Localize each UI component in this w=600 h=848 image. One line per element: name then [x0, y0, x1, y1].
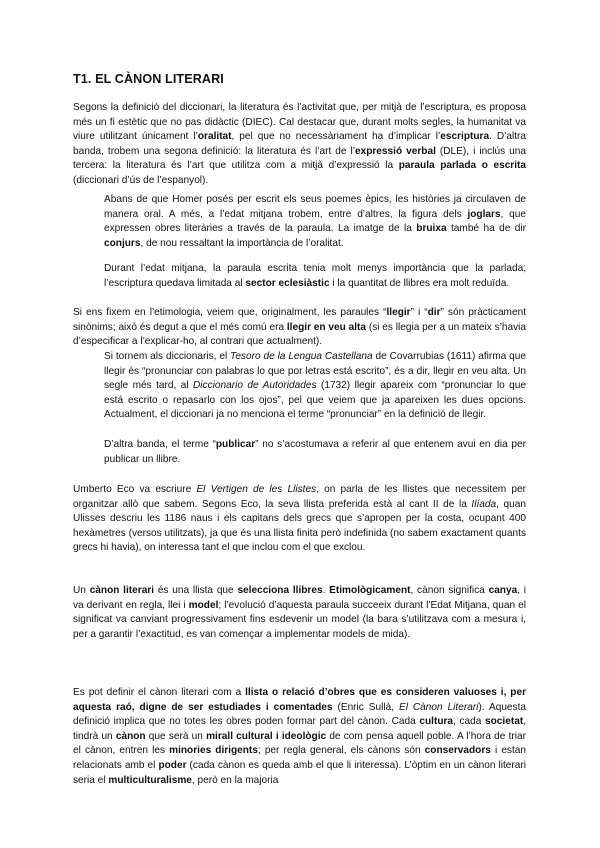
text-run: . D’altra banda, trobem una segona definició: la literatura és l’art de l’ — [73, 131, 527, 157]
bold-term-conjurs: conjurs — [104, 237, 141, 249]
text-run: D’altra banda, el terme “ — [104, 439, 216, 450]
text-run: Un — [73, 585, 90, 596]
text-run: , però en la majoria — [191, 774, 279, 786]
text-run: , pel que no necessàriament ha d’implicar l’ — [231, 131, 441, 143]
text-run: de com pensa aquell poble. A l’hora de triar el cànon, entren les — [73, 730, 526, 757]
bold-term-conservadors: conservadors — [424, 745, 491, 757]
bold-term-oralitat: oralitat — [197, 131, 232, 143]
text-run: Si tornem als diccionaris, el — [104, 351, 231, 362]
bold-term-expressio-verbal: expressió verbal — [354, 145, 436, 157]
bold-term-minories-dirigents: minories dirigents — [169, 745, 258, 757]
bold-term-publicar: publicar — [215, 439, 256, 450]
text-run: , i va derivant en regla, llei i — [73, 585, 527, 611]
bold-term-llegir-en-veu-alta: llegir en veu alta — [286, 321, 367, 333]
italic-title-iliada: Ilíada — [471, 498, 497, 510]
text-run: (DLE), i inclús una tercera: la literatura és l’art que utilitza com a mitjà d’expressió la — [73, 145, 526, 172]
paragraph-etymology — [73, 306, 526, 350]
bold-term-llegir: llegir — [386, 307, 411, 318]
text-run: , cànon significa — [410, 585, 489, 596]
text-run: ” no s’acostumava a referir al que entenem avui en dia per publicar un llibre. — [104, 439, 526, 465]
italic-title-vertigen: El Vertigen de les Llistes — [196, 484, 317, 495]
text-run: també ha de dir — [446, 223, 526, 235]
bold-term-etimologicament: Etimològicament — [329, 585, 411, 596]
bold-term-sector-eclesiastic: sector eclesiàstic — [245, 277, 330, 289]
indented-paragraph-publicar — [104, 438, 526, 467]
italic-title-canon-literari: El Cànon Literari — [398, 701, 479, 713]
bold-term-selecciona-llibres: selecciona llibres — [237, 585, 323, 596]
text-run: , que expressen obres literàries a través de la paraula. La imatge de la — [104, 208, 527, 235]
bold-term-llista-relacio-obres: llista o relació d’obres que es consideren valuoses i, per aquesta raó, digne de ser estudiades i comentades — [73, 687, 527, 713]
indented-paragraph-oral-tradition — [104, 193, 526, 251]
bold-term-paraula-parlada: paraula parlada o escrita — [398, 160, 527, 172]
text-run: Abans de que Homer posés per escrit els seus poemes èpics, les històries ja circulaven de manera oral. A més, a l’edat mitjana trobem, entre d’altres, la figura dels — [104, 194, 526, 220]
bold-term-joglars: joglars — [467, 208, 501, 220]
text-run: Si ens fixem en l’etimologia, veiem que, originalment, les paraules “ — [73, 307, 387, 318]
bold-term-canon-literari: cànon literari — [89, 585, 155, 596]
bold-term-poder: poder — [158, 759, 187, 771]
text-run: Durant l’edat mitjana, la paraula escrita tenia molt menys importància que la parlada; l’escriptura quedava limitada al — [104, 263, 526, 289]
bold-term-mirall-cultural: mirall cultural i ideològic — [206, 730, 327, 742]
indented-paragraph-dictionaries — [104, 350, 526, 423]
text-run: , tindrà un — [73, 716, 526, 742]
text-run: (si es llegia per a un mateix s’havia d’especificar a l’explicar-ho, al contrari que actualment). — [73, 321, 526, 348]
paragraph-umberto-eco — [73, 483, 526, 556]
text-run: , de nou ressaltant la importància de l’oralitat. — [140, 237, 344, 249]
text-run: , on parla de les llistes que necessitem per organitzar allò que sabem. Segons Eco, la seva llista preferida està al cant II de la — [73, 484, 526, 510]
paragraph-canon-definition — [73, 584, 526, 642]
italic-title-tesoro: Tesoro de la Lengua Castellana — [230, 351, 373, 362]
bold-term-canon: cànon — [115, 730, 146, 742]
text-run: . — [322, 585, 330, 596]
paragraph-canon-sulla — [73, 686, 526, 788]
bold-term-dir: dir — [427, 307, 441, 318]
bold-term-model: model — [188, 599, 219, 611]
text-run: Segons la definició del diccionari, la literatura és l’activitat que, per mitjà de l’escriptura, es proposa més un fi estètic que no pas didàctic (DIEC). Cal destacar que, durant molts segles, la humanitat va viure utilitzant únicament l’ — [73, 102, 526, 143]
bold-term-escriptura: escriptura — [440, 131, 490, 143]
text-run: Es pot definir el cànon literari com a — [73, 687, 246, 698]
text-run: , quan Ulisses descriu les 1186 naus i els capitans dels grecs que s’apropen per la costa, ocupant 400 hexàmetres (versos utilitzats), ja que és una llista finita però indefinida (no sabem exactament quants grecs hi havia), on interessa tant el que inclou com el que exclou. — [73, 498, 526, 554]
paragraph-definition — [73, 101, 526, 189]
italic-title-diccionario-autoridades: Diccionario de Autoridades — [193, 380, 317, 392]
page-title: T1. EL CÀNON LITERARI — [73, 72, 224, 86]
text-run: (diccionari d’ús de l’espanyol). — [73, 174, 209, 186]
text-run: (1732) llegir apareix com “pronunciar lo que está escrito o repasarlo con los ojos”, pel que veiem que ja apareixen les dues opcions. Actualment, el diccionari ja no menciona el terme “pronunciar” en la definició de llegir. — [104, 380, 526, 421]
text-run: ; per regla general, els cànons són — [257, 745, 425, 757]
bold-term-multiculturalisme: multiculturalisme — [108, 774, 192, 786]
text-run: que serà un — [145, 730, 207, 742]
text-run: , cada — [453, 716, 486, 728]
indented-paragraph-middle-ages — [104, 262, 526, 291]
bold-term-societat: societat — [485, 716, 524, 728]
text-run: (Enric Sullà, — [332, 701, 399, 713]
bold-term-cultura: cultura — [419, 716, 454, 728]
text-run: de Covarrubias (1611) afirma que llegir és “pronunciar con palabras lo que por letras está escrito”, és a dir, llegir en veu alta. Un segle més tard, al — [104, 351, 526, 392]
text-run: Umberto Eco va escriure — [73, 484, 197, 495]
text-run: ; l’evolució d’aquesta paraula succeeix durant l’Edat Mitjana, quan el significat va canviant progressivament fins esdevenir un model (la bara s’utilitzava com a mesura i, per a garantir l’exactitud, es van començar a implementar models de mida). — [73, 599, 526, 640]
text-run: ). Aquesta definició implica que no totes les obres poden formar part del cànon. Cada — [73, 701, 527, 728]
bold-term-bruixa: bruixa — [416, 223, 447, 235]
text-run: és una llista que — [154, 585, 238, 596]
text-run: ” i “ — [410, 307, 428, 318]
text-run: i estan relacionats amb el — [73, 745, 527, 771]
bold-term-canya: canya — [488, 585, 518, 596]
text-run: (cada cànon es queda amb el que li interessa). L’òptim en un cànon literari seria el — [73, 759, 526, 786]
text-run: ” són pràcticament sinònims; això és degut a que el més comú era — [73, 307, 526, 333]
text-run: i la quantitat de llibres era molt reduïda. — [329, 277, 510, 289]
